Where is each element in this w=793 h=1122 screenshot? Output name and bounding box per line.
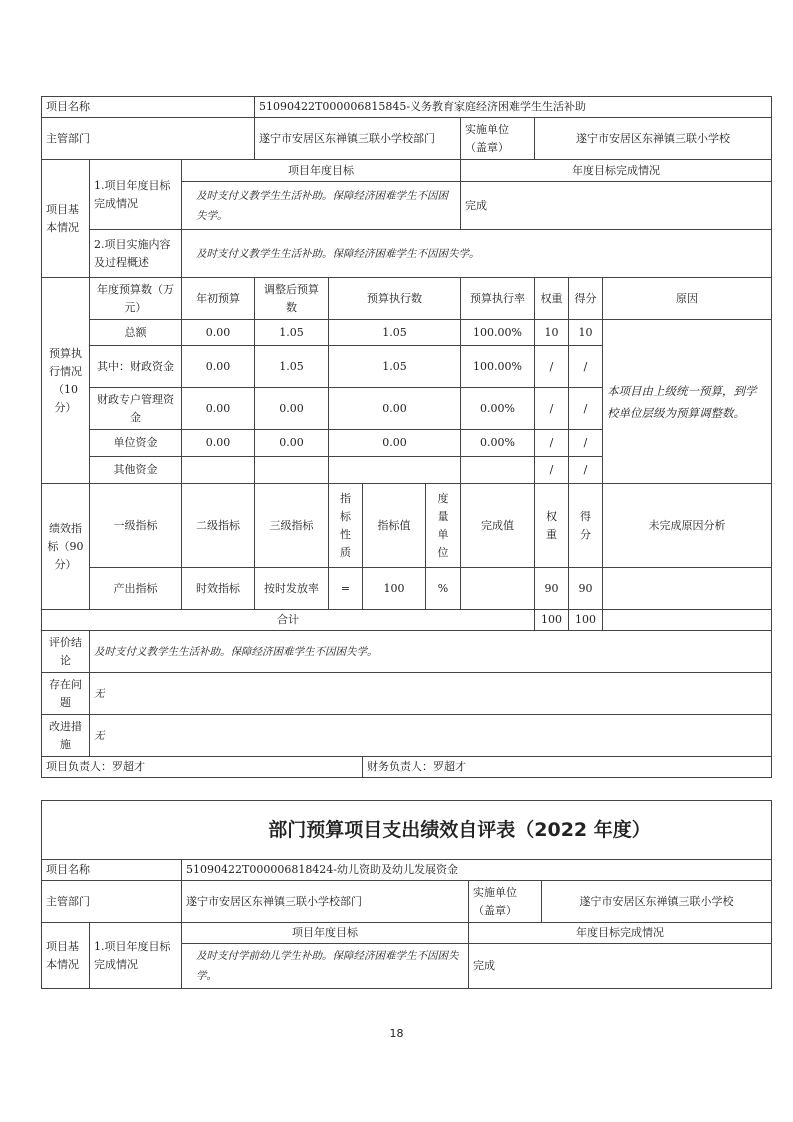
budget-row-score: / [569, 388, 603, 430]
perf-header-weight: 权重 [535, 484, 569, 568]
budget-header-weight: 权重 [535, 278, 569, 320]
budget-row-initial: 0.00 [182, 430, 255, 457]
dept-label: 主管部门 [42, 881, 182, 923]
budget-row-adjusted: 0.00 [255, 430, 329, 457]
project-name: 51090422T000006815845-义务教育家庭经济困难学生生活补助 [255, 97, 772, 118]
perf-unit: % [426, 568, 461, 610]
budget-row-adjusted: 1.05 [255, 320, 329, 346]
perf-header-nature: 指标性质 [329, 484, 363, 568]
budget-row-executed: 0.00 [329, 388, 461, 430]
budget-row-weight: / [535, 388, 569, 430]
goal-completion: 完成 [469, 944, 772, 989]
budget-header-year: 年度预算数（万元） [90, 278, 182, 320]
self-evaluation-table-2 [41, 800, 772, 989]
process-label: 2.项目实施内容及过程概述 [90, 230, 182, 278]
perf-header-actual: 完成值 [461, 484, 535, 568]
budget-row-executed: 1.05 [329, 320, 461, 346]
budget-row-initial: 0.00 [182, 346, 255, 388]
budget-row-name: 单位资金 [90, 430, 182, 457]
budget-row-initial: 0.00 [182, 320, 255, 346]
improve: 无 [90, 715, 772, 757]
budget-row-executed [329, 457, 461, 484]
budget-row-weight: 10 [535, 320, 569, 346]
budget-section-label: 预算执行情况（10分） [42, 278, 90, 484]
budget-header-adjusted: 调整后预算数 [255, 278, 329, 320]
perf-header-level3: 三级指标 [255, 484, 329, 568]
perf-header-reason: 未完成原因分析 [603, 484, 772, 568]
total-label: 合计 [42, 610, 535, 631]
perf-level1: 产出指标 [90, 568, 182, 610]
improve-label: 改进措施 [42, 715, 90, 757]
basic-info-label: 项目基本情况 [42, 923, 90, 989]
budget-row-initial: 0.00 [182, 388, 255, 430]
perf-actual [461, 568, 535, 610]
perf-header-value: 指标值 [363, 484, 426, 568]
perf-header-unit: 度量单位 [426, 484, 461, 568]
budget-row-adjusted: 0.00 [255, 388, 329, 430]
budget-row-rate: 0.00% [461, 388, 535, 430]
total-score: 100 [569, 610, 603, 631]
perf-nature: = [329, 568, 363, 610]
dept-value: 遂宁市安居区东禅镇三联小学校部门 [182, 881, 469, 923]
goal-completion-header: 年度目标完成情况 [469, 923, 772, 944]
project-name: 51090422T000006818424-幼儿资助及幼儿发展资金 [182, 860, 772, 881]
goal-label: 1.项目年度目标完成情况 [90, 160, 182, 230]
problems-label: 存在问题 [42, 673, 90, 715]
budget-row-name: 财政专户管理资金 [90, 388, 182, 430]
budget-row-score: / [569, 430, 603, 457]
page-number: 18 [389, 1027, 404, 1040]
budget-row-weight: / [535, 457, 569, 484]
project-lead: 项目负责人：罗超才 [42, 757, 363, 778]
annual-goal-header: 项目年度目标 [182, 160, 461, 182]
budget-header-score: 得分 [569, 278, 603, 320]
budget-row-rate: 0.00% [461, 430, 535, 457]
budget-row-rate [461, 457, 535, 484]
page-title: 部门预算项目支出绩效自评表（2022 年度） [42, 801, 772, 860]
budget-row-executed: 0.00 [329, 430, 461, 457]
budget-row [42, 320, 772, 346]
perf-row [42, 568, 772, 610]
perf-value: 100 [363, 568, 426, 610]
annual-goal: 及时支付学前幼儿学生补助。保障经济困难学生不因困失学。 [182, 944, 469, 989]
goal-label: 1.项目年度目标完成情况 [90, 923, 182, 989]
budget-row-name: 其他资金 [90, 457, 182, 484]
perf-header-level2: 二级指标 [182, 484, 255, 568]
budget-reason: 本项目由上级统一预算，到学校单位层级为预算调整数。 [603, 320, 772, 484]
annual-goal: 及时支付义教学生生活补助。保障经济困难学生不因困失学。 [182, 182, 461, 230]
perf-weight: 90 [535, 568, 569, 610]
budget-row-initial [182, 457, 255, 484]
dept-value: 遂宁市安居区东禅镇三联小学校部门 [255, 118, 461, 160]
total-weight: 100 [535, 610, 569, 631]
process-summary: 及时支付义教学生生活补助。保障经济困难学生不因困失学。 [182, 230, 772, 278]
budget-row-executed: 1.05 [329, 346, 461, 388]
perf-level2: 时效指标 [182, 568, 255, 610]
budget-row-rate: 100.00% [461, 346, 535, 388]
finance-lead: 财务负责人：罗超才 [363, 757, 772, 778]
annual-goal-header: 项目年度目标 [182, 923, 469, 944]
budget-row-weight: / [535, 430, 569, 457]
budget-header-initial: 年初预算 [182, 278, 255, 320]
budget-row-rate: 100.00% [461, 320, 535, 346]
conclusion-label: 评价结论 [42, 631, 90, 673]
budget-row-score: / [569, 457, 603, 484]
perf-level3: 按时发放率 [255, 568, 329, 610]
budget-header-executed: 预算执行数 [329, 278, 461, 320]
budget-header-rate: 预算执行率 [461, 278, 535, 320]
project-name-label: 项目名称 [42, 860, 182, 881]
project-name-label: 项目名称 [42, 97, 255, 118]
impl-unit-value: 遂宁市安居区东禅镇三联小学校 [542, 881, 772, 923]
perf-reason [603, 568, 772, 610]
self-evaluation-table-1 [41, 96, 772, 778]
budget-row-adjusted [255, 457, 329, 484]
perf-section-label: 绩效指标（90分） [42, 484, 90, 610]
dept-label: 主管部门 [42, 118, 255, 160]
impl-unit-value: 遂宁市安居区东禅镇三联小学校 [535, 118, 772, 160]
perf-header-level1: 一级指标 [90, 484, 182, 568]
problems: 无 [90, 673, 772, 715]
perf-score: 90 [569, 568, 603, 610]
budget-row-name: 其中：财政资金 [90, 346, 182, 388]
goal-completion-header: 年度目标完成情况 [461, 160, 772, 182]
budget-row-name: 总额 [90, 320, 182, 346]
budget-row-weight: / [535, 346, 569, 388]
impl-unit-label: 实施单位（盖章） [461, 118, 535, 160]
conclusion: 及时支付义教学生生活补助。保障经济困难学生不因困失学。 [90, 631, 772, 673]
total-empty [603, 610, 772, 631]
budget-header-reason: 原因 [603, 278, 772, 320]
basic-info-label: 项目基本情况 [42, 160, 90, 278]
goal-completion: 完成 [461, 182, 772, 230]
budget-row-adjusted: 1.05 [255, 346, 329, 388]
impl-unit-label: 实施单位（盖章） [469, 881, 542, 923]
budget-row-score: / [569, 346, 603, 388]
perf-header-score: 得分 [569, 484, 603, 568]
budget-row-score: 10 [569, 320, 603, 346]
